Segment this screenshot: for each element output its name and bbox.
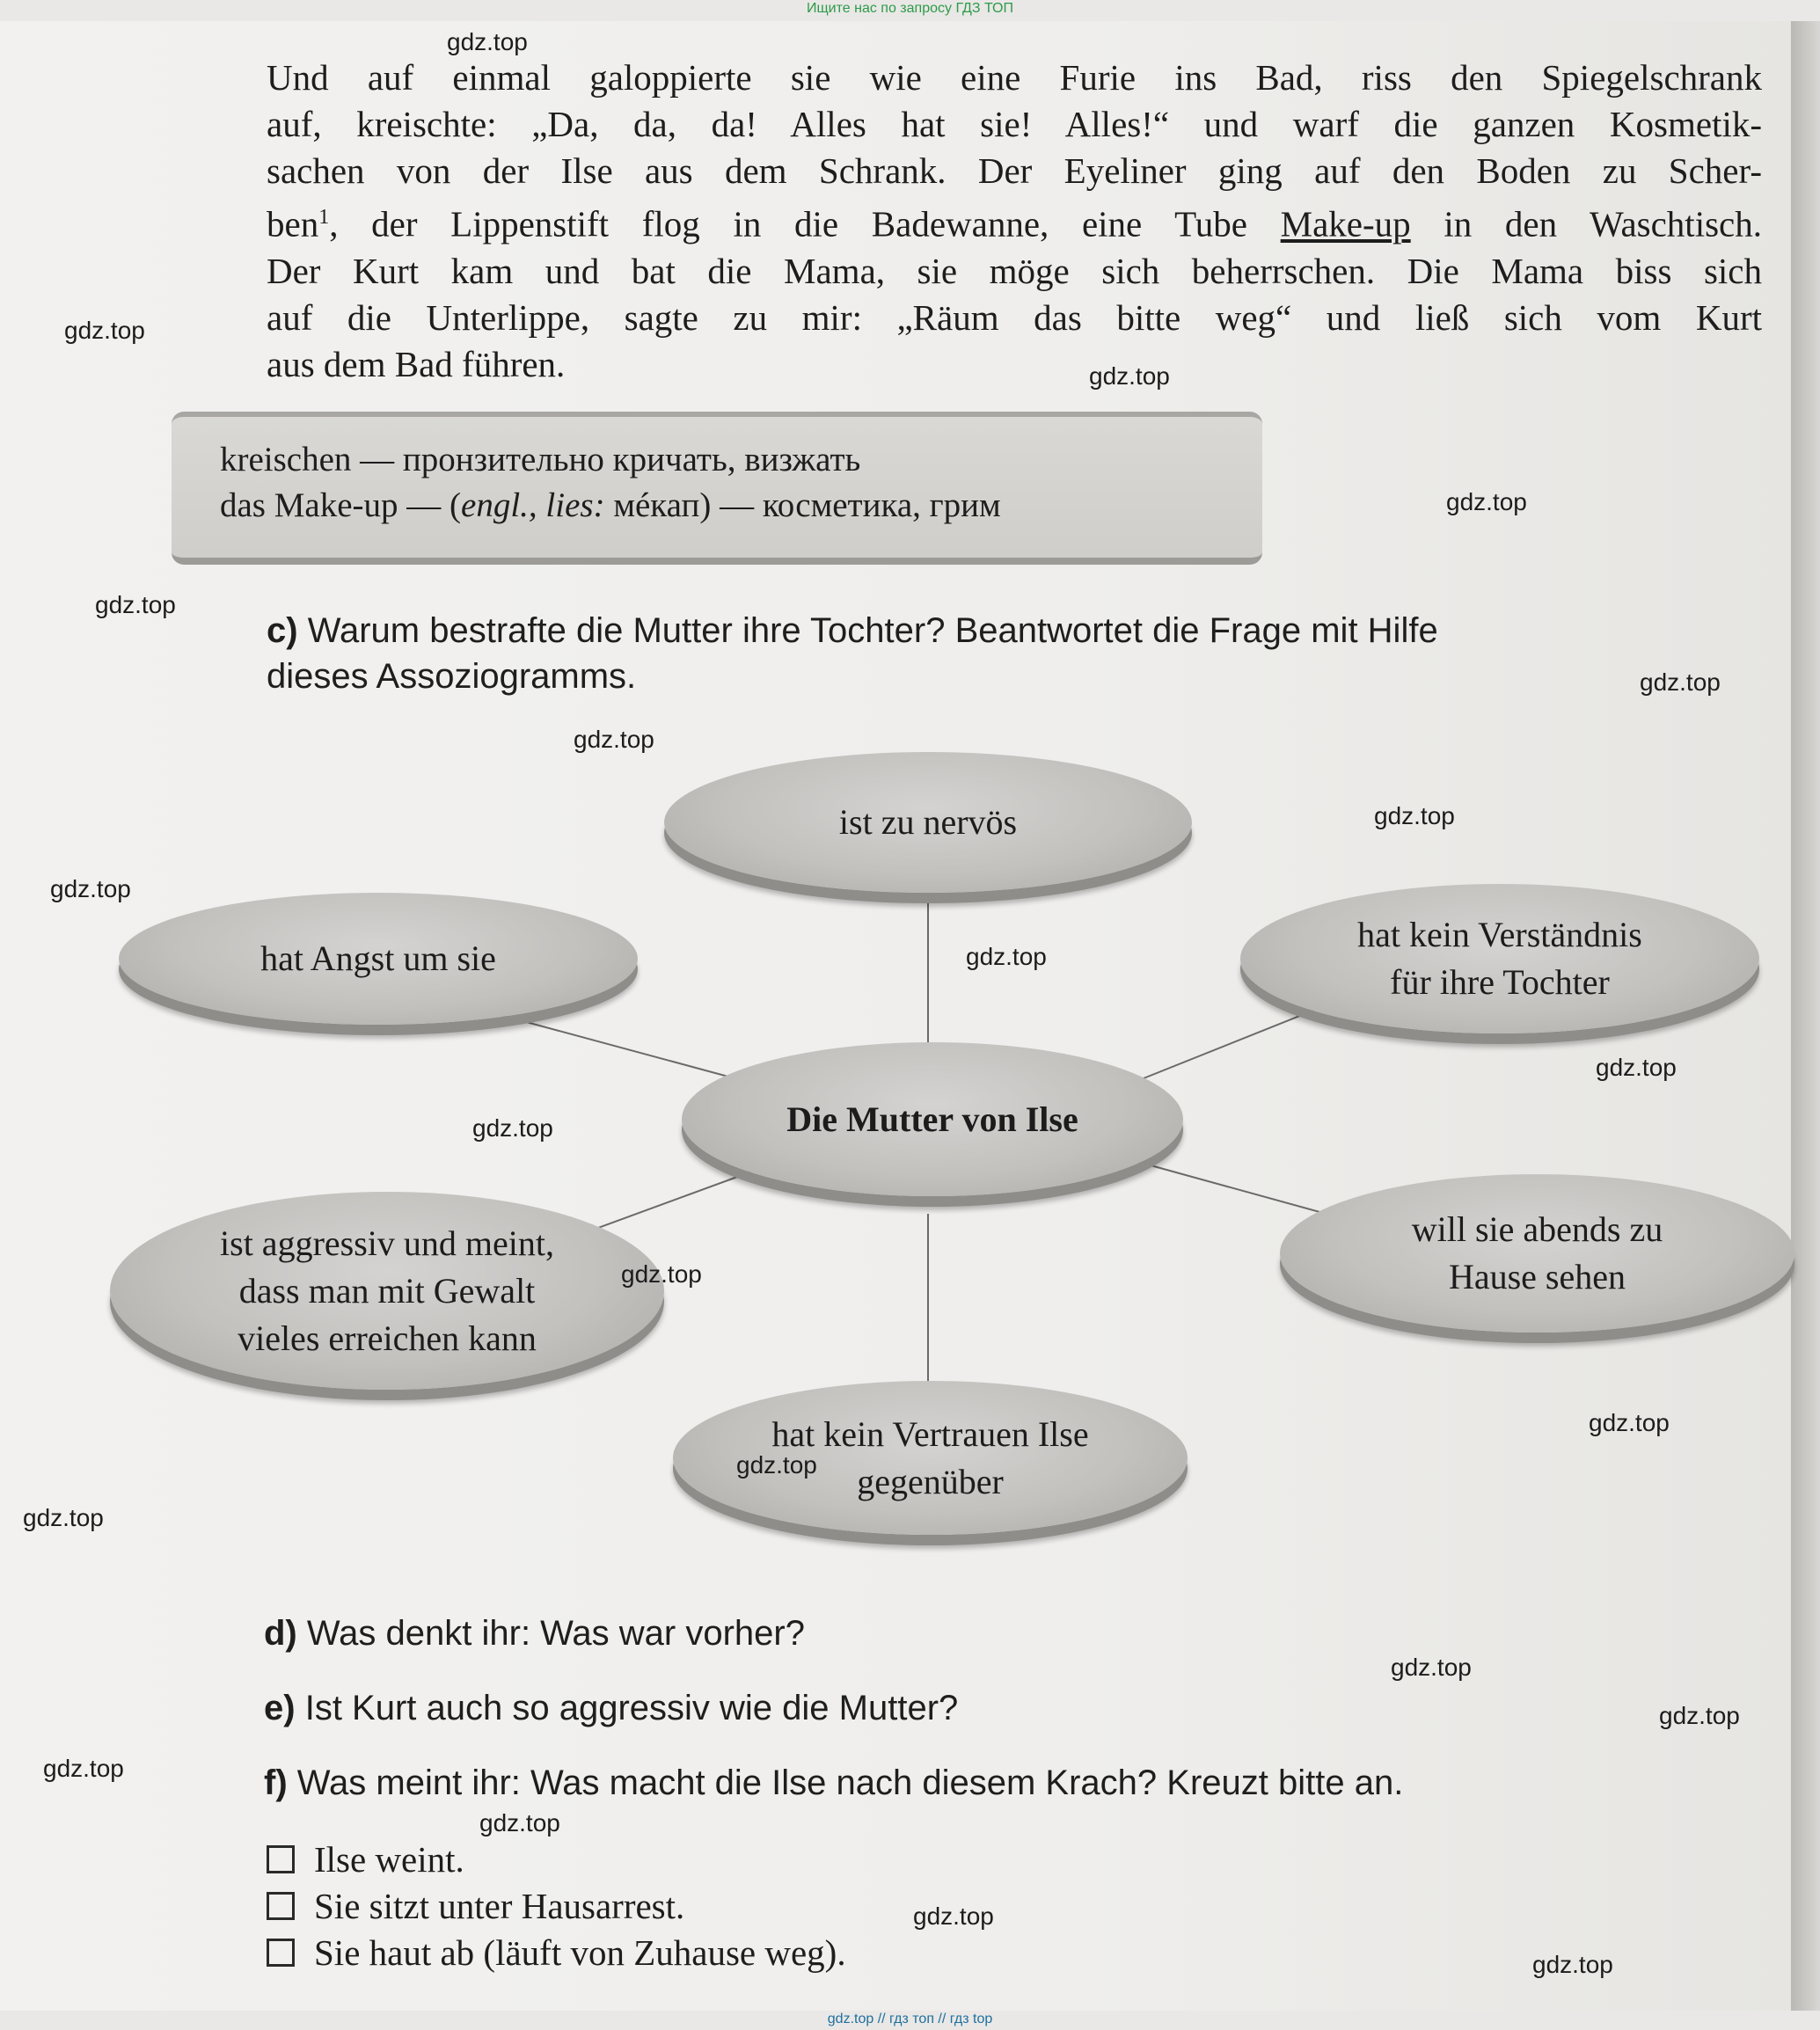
watermark: gdz.top xyxy=(447,28,528,55)
node-label-line: hat kein Vertrauen Ilse xyxy=(771,1413,1089,1454)
node-label-line: vieles erreichen kann xyxy=(238,1318,537,1358)
text-fragment: , der Lippenstift flog in die Badewanne, eine Tube xyxy=(329,203,1281,245)
watermark: gdz.top xyxy=(1596,1054,1677,1081)
watermark: gdz.top xyxy=(1374,802,1455,829)
top-banner[interactable]: Ищите нас по запросу ГДЗ ТОП xyxy=(807,1,1013,16)
watermark: gdz.top xyxy=(1640,668,1721,696)
text-fragment: ben xyxy=(267,203,319,245)
node-right-bottom xyxy=(1280,1174,1794,1333)
watermark: gdz.top xyxy=(913,1902,994,1930)
option-label: Sie haut ab (läuft von Zuhause weg). xyxy=(314,1932,846,1973)
task-c-line2: dieses Assoziogramms. xyxy=(267,657,637,696)
task-text: Was meint ihr: Was macht die Ilse nach diesem Krach? Kreuzt bitte an. xyxy=(296,1763,1404,1802)
vocab-italic: engl., lies: xyxy=(461,486,605,524)
task-text: Was denkt ihr: Was war vorher? xyxy=(306,1614,805,1653)
task-label: e) xyxy=(264,1689,296,1727)
node-left-top xyxy=(119,893,638,1025)
watermark: gdz.top xyxy=(621,1260,702,1288)
node-label: hat Angst um sie xyxy=(260,938,496,978)
text-line: auf, kreischte: „Da, da, da! Alles hat sie! Alles!“ und warf die ganzen Kosmetik- xyxy=(267,104,1762,144)
option-hausarrest[interactable] xyxy=(267,1885,684,1927)
text-line: Und auf einmal galoppierte sie wie eine Furie ins Bad, riss den Spiegelschrank xyxy=(267,57,1762,98)
node-center xyxy=(682,1042,1183,1196)
task-text: Ist Kurt auch so aggressiv wie die Mutter? xyxy=(304,1689,959,1727)
checkbox[interactable] xyxy=(267,1939,295,1967)
watermark: gdz.top xyxy=(966,943,1047,970)
task-text: Warum bestrafte die Mutter ihre Tochter? Beantwortet die Frage mit Hilfe xyxy=(307,611,1438,650)
option-haut-ab[interactable] xyxy=(267,1931,846,1974)
node-label-line: dass man mit Gewalt xyxy=(238,1270,536,1311)
node-label xyxy=(220,1220,554,1362)
node-label-line: für ihre Tochter xyxy=(1390,962,1610,1002)
watermark: gdz.top xyxy=(574,726,654,753)
watermark: gdz.top xyxy=(1446,488,1527,515)
text-line: auf die Unterlippe, sagte zu mir: „Räum das bitte weg“ und ließ sich vom Kurt xyxy=(267,296,1762,338)
node-label-line: hat kein Verständnis xyxy=(1357,915,1642,954)
vocab-text: das Make-up — ( xyxy=(220,486,462,524)
node-label-line: gegenüber xyxy=(857,1461,1004,1501)
watermark: gdz.top xyxy=(1532,1951,1613,1978)
checkbox[interactable] xyxy=(267,1892,295,1920)
text-fragment: in den Waschtisch. xyxy=(1410,203,1762,245)
option-label: Ilse weint. xyxy=(314,1839,464,1880)
task-label: c) xyxy=(267,611,298,650)
watermark: gdz.top xyxy=(64,317,145,344)
watermark: gdz.top xyxy=(50,875,131,902)
node-label xyxy=(1412,1206,1663,1301)
footnote-marker: 1 xyxy=(318,206,330,229)
watermark: gdz.top xyxy=(1659,1702,1740,1729)
watermark: gdz.top xyxy=(1089,362,1170,390)
text-line: Der Kurt kam und bat die Mama, sie möge sich beherrschen. Die Mama biss sich xyxy=(267,250,1762,291)
task-f xyxy=(264,1763,1403,1803)
watermark: gdz.top xyxy=(472,1114,553,1142)
text-line: sachen von der Ilse aus dem Schrank. Der Eyeliner ging auf den Boden zu Scher- xyxy=(267,150,1762,191)
node-label-line: ist aggressiv und meint, xyxy=(220,1223,554,1263)
watermark: gdz.top xyxy=(479,1809,560,1836)
node-label-line: will sie abends zu xyxy=(1411,1209,1663,1249)
node-right-top xyxy=(1240,884,1759,1033)
node-left-bottom xyxy=(110,1192,664,1390)
task-label: f) xyxy=(264,1763,288,1802)
option-ilse-weint[interactable] xyxy=(267,1838,464,1880)
option-label: Sie sitzt unter Hausarrest. xyxy=(314,1886,685,1926)
node-label: Die Mutter von Ilse xyxy=(786,1099,1078,1139)
node-top xyxy=(664,752,1192,893)
underlined-word: Make-up xyxy=(1280,203,1411,245)
watermark: gdz.top xyxy=(1391,1654,1472,1681)
text-line: aus dem Bad führen. xyxy=(267,343,566,384)
node-label: ist zu nervös xyxy=(838,802,1018,842)
watermark: gdz.top xyxy=(736,1451,817,1479)
task-d xyxy=(264,1614,805,1654)
task-e xyxy=(264,1689,958,1728)
vocab-text: мéкап) — косметика, грим xyxy=(604,486,1001,524)
watermark: gdz.top xyxy=(1589,1409,1670,1436)
watermark: gdz.top xyxy=(43,1755,124,1782)
task-label: d) xyxy=(264,1614,297,1653)
checkbox[interactable] xyxy=(267,1845,295,1873)
bottom-banner[interactable]: gdz.top // гдз топ // гдз top xyxy=(827,2012,993,2026)
node-label-line: Hause sehen xyxy=(1448,1257,1626,1296)
vocab-entry-kreischen: kreischen — пронзительно кричать, визжать xyxy=(220,441,861,478)
watermark: gdz.top xyxy=(23,1504,104,1531)
watermark: gdz.top xyxy=(95,591,176,618)
node-label xyxy=(771,1411,1088,1506)
node-label xyxy=(1357,911,1642,1006)
